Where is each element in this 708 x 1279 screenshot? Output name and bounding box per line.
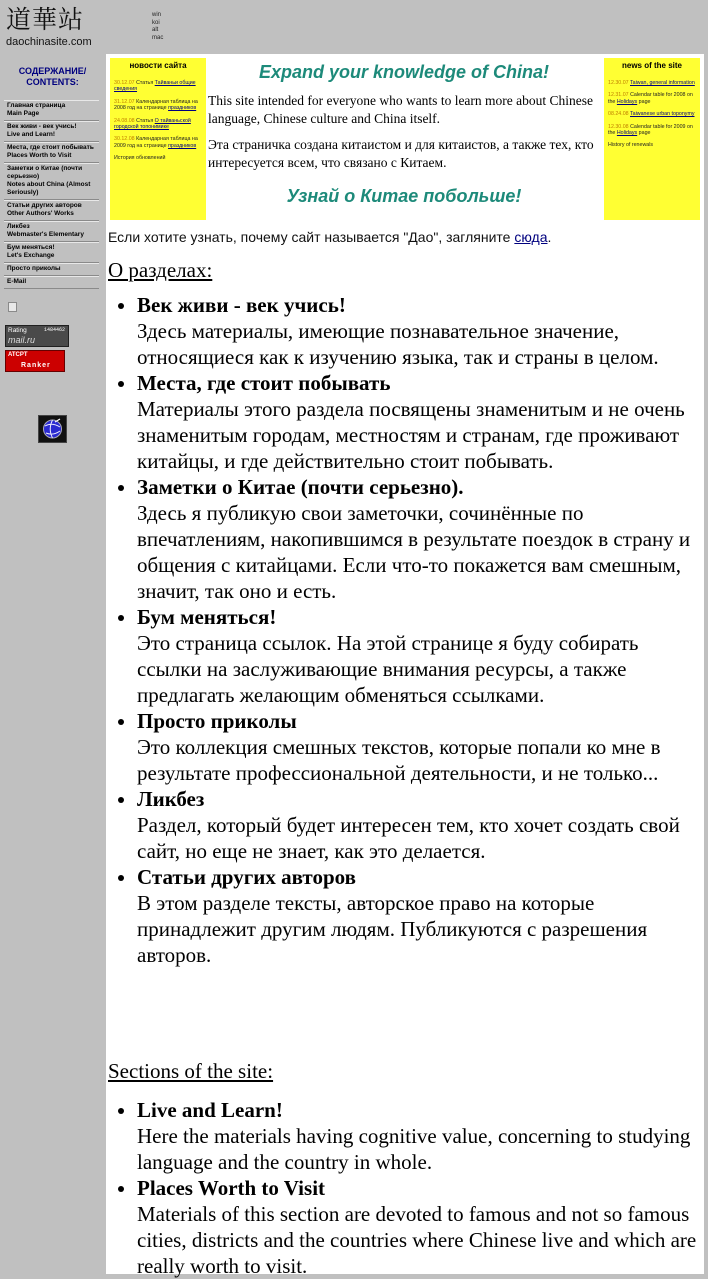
news-history-link[interactable]: History of renewals <box>608 142 654 149</box>
section-description: Здесь материалы, имеющие познавательное значение, относящиеся как к изучению языка, так и страны в целом. <box>137 319 659 369</box>
news-date: 12.31.07 <box>608 92 629 99</box>
news-entry <box>608 111 697 117</box>
encoding-link-alt[interactable]: alt <box>152 27 159 33</box>
section-title-link[interactable]: • Заметки о Китае (почти серьезно). <box>137 475 464 499</box>
news-date: 24.08.08 <box>114 117 135 124</box>
sections-heading-ru: О разделах: <box>108 258 213 282</box>
rating-counter-site: mail.ru <box>8 335 36 345</box>
sections-list-en <box>106 1097 698 1279</box>
logo-chinese-text: 道華站 <box>6 5 85 34</box>
encoding-link-mac[interactable]: mac <box>152 34 164 41</box>
sidebar-item-exchange[interactable] <box>4 242 99 263</box>
section-description: Это страница ссылок. На этой странице я буду собирать ссылки на заслуживающие внимания ресурсы, а также предлагать желающим обменяться ссылками. <box>137 631 639 707</box>
news-link[interactable]: праздников <box>168 105 197 112</box>
dao-explanation-line <box>108 229 551 245</box>
section-item <box>137 708 698 786</box>
sidebar-item-notes[interactable] <box>4 163 99 200</box>
section-item <box>137 604 698 708</box>
contents-title: СОДЕРЖАНИЕ/ CONTENTS: <box>18 66 87 87</box>
news-link[interactable]: Taiwan, general information <box>630 80 695 86</box>
sidebar-item-label-ru: Просто приколы <box>7 265 61 272</box>
dao-link[interactable]: сюда <box>514 229 548 245</box>
sidebar-item-label-ru: E-Mail <box>7 278 27 285</box>
intro-heading-ru: Узнай о Китае побольше! <box>286 186 522 206</box>
sidebar-item-live-and-learn[interactable] <box>4 121 99 142</box>
intro-block <box>208 58 600 207</box>
sidebar-item-label-en: Webmaster's Elementary <box>7 231 84 238</box>
section-item <box>137 864 698 968</box>
ranker-counter-brand: ATCPT <box>8 352 28 358</box>
news-date: 30.12.08 <box>114 136 135 143</box>
news-text: Календарная таблица на 2009 год на странице <box>114 136 198 149</box>
news-box-title: news of the site <box>621 61 682 70</box>
section-item <box>137 1097 698 1175</box>
sidebar-item-places[interactable] <box>4 142 99 163</box>
dao-text: Если хотите узнать, почему сайт называется "Дао", загляните <box>108 229 511 245</box>
sections-heading-en: Sections of the site: <box>108 1059 274 1083</box>
sidebar-item-label-ru: Заметки о Китае (почти серьезно) <box>7 165 83 180</box>
intro-heading: Expand your knowledge of China! <box>258 62 550 82</box>
encoding-link-koi[interactable]: koi <box>152 19 160 26</box>
sidebar-item-label-ru: Статьи других авторов <box>7 202 82 209</box>
encoding-switcher <box>152 12 163 42</box>
sidebar-item-label-en: Notes about China (Almost Seriously) <box>7 181 91 196</box>
news-date: 08.24.08 <box>608 111 629 118</box>
news-entry <box>114 99 203 112</box>
intro-paragraph-ru: Эта страничка создана китаистом и для китаистов, а также тех, кто интересуется всем, что связано с Китаем. <box>208 137 594 170</box>
news-link[interactable]: праздников <box>168 142 197 149</box>
sidebar-item-label-en: Places Worth to Visit <box>7 152 72 159</box>
sidebar-item-label-en: Let's Exchange <box>7 252 55 259</box>
sidebar-item-jokes[interactable] <box>4 263 99 276</box>
ranker-counter-label: Ranker <box>21 362 51 369</box>
news-entry <box>608 92 697 105</box>
section-title-link[interactable]: • Места, где стоит побывать <box>137 371 391 395</box>
section-description: Это коллекция смешных текстов, которые попали ко мне в результате профессиональной деятельности, и не только... <box>137 735 661 785</box>
news-date: 31.12.07 <box>114 98 135 105</box>
sections-list-ru <box>106 292 698 968</box>
section-description: Материалы этого раздела посвящены знаменитым и не очень знаменитым городам, местностям и странам, где проживают китайцы, и где действительно стоит побывать. <box>137 397 685 473</box>
news-link[interactable]: Holidays <box>616 130 638 137</box>
news-text: Календарная таблица на 2008 год на странице <box>114 98 198 112</box>
section-title-link[interactable]: • Век живи - век учись! <box>137 293 346 317</box>
news-entry <box>608 80 697 86</box>
section-title-link[interactable]: • Просто приколы <box>137 709 297 733</box>
site-logo[interactable] <box>6 6 106 48</box>
rating-counter-brand: Rating <box>8 327 27 334</box>
news-text: Статья <box>136 117 154 124</box>
logo-domain-text: daochinasite.com <box>6 36 92 48</box>
encoding-link-win[interactable]: win <box>152 12 162 18</box>
sidebar-item-label-ru: Век живи - век учись! <box>7 123 77 130</box>
broken-image-icon <box>8 302 17 312</box>
section-item <box>137 292 698 370</box>
sidebar-item-label-en: Live and Learn! <box>7 131 56 138</box>
section-item <box>137 786 698 864</box>
ranker-counter[interactable] <box>5 350 65 372</box>
sidebar-item-main-page[interactable] <box>4 100 99 121</box>
news-history-link[interactable]: История обновлений <box>114 155 166 162</box>
sidebar-item-label-ru: Главная страница <box>7 102 66 109</box>
section-description: В этом разделе тексты, авторское право на которые принадлежит другим людям. Публикуются с разрешения авторов. <box>137 891 648 967</box>
sidebar <box>0 66 101 289</box>
news-entry <box>114 118 203 131</box>
news-box-title: новости сайта <box>129 61 187 70</box>
section-item <box>137 1175 698 1279</box>
news-date: 12.30.07 <box>608 80 629 86</box>
news-text: Статья <box>136 80 154 86</box>
news-box-en <box>604 58 700 220</box>
section-description: Materials of this section are devoted to famous and not so famous cities, districts and the countries where Chinese live and which are really worth to visit. <box>137 1202 697 1278</box>
sidebar-item-label-en: Other Authors' Works <box>7 210 74 217</box>
news-date: 30.12.07 <box>114 80 135 86</box>
main-content <box>106 54 704 1278</box>
sidebar-item-label-ru: Места, где стоит побывать <box>7 144 94 151</box>
sidebar-item-label-ru: Бум меняться! <box>7 244 55 251</box>
section-item <box>137 370 698 474</box>
sidebar-item-webmaster[interactable] <box>4 221 99 242</box>
section-title-link[interactable]: • Places Worth to Visit <box>137 1176 326 1200</box>
news-date: 12.30.08 <box>608 123 629 130</box>
news-text: Calendar table for 2009 on the <box>608 123 693 137</box>
section-title-link[interactable]: • Live and Learn! <box>137 1098 283 1122</box>
section-item <box>137 474 698 604</box>
sidebar-item-label-ru: Ликбез <box>7 223 30 230</box>
news-text: page <box>638 130 651 137</box>
section-title-link[interactable]: • Бум меняться! <box>137 605 277 629</box>
section-title-link[interactable]: • Ликбез <box>137 787 205 811</box>
rating-counter-number: 1484462 <box>43 327 65 333</box>
sidebar-item-other-authors[interactable] <box>4 200 99 221</box>
section-title-link[interactable]: • Статьи других авторов <box>137 865 356 889</box>
news-box-ru <box>110 58 206 220</box>
rating-counter[interactable] <box>5 325 69 347</box>
news-link[interactable]: Taiwanese urban toponymy <box>630 111 695 118</box>
news-link[interactable]: Holidays <box>616 98 638 105</box>
sidebar-item-email[interactable] <box>4 276 99 289</box>
news-link[interactable]: О тайваньской городской топонимике <box>114 117 191 131</box>
section-description: Here the materials having cognitive value, concerning to studying language and the country in whole. <box>137 1124 691 1174</box>
sidebar-nav <box>0 100 101 289</box>
news-text: page <box>638 98 651 105</box>
news-text: Calendar table for 2008 on the <box>608 92 693 105</box>
news-entry <box>114 136 203 149</box>
section-description: Раздел, который будет интересен тем, кто хочет создать свой сайт, но еще не знает, как это делается. <box>137 813 680 863</box>
sidebar-item-label-en: Main Page <box>7 110 40 117</box>
dao-end: . <box>547 229 552 245</box>
news-link[interactable]: Тайваньи общие сведения <box>114 80 196 93</box>
news-entry <box>114 80 203 93</box>
section-description: Здесь я публикую свои заметочки, сочинённые по впечатлениям, накопившимся в результате поездок в страну и общения с китайцами. Если что-то покажется вам смешным, значит, так оно и есть. <box>137 501 691 603</box>
intro-paragraph-en: This site intended for everyone who wants to learn more about Chinese language, Chinese culture and China itself. <box>208 93 594 126</box>
globe-icon[interactable] <box>38 415 67 443</box>
news-entry <box>608 124 697 137</box>
